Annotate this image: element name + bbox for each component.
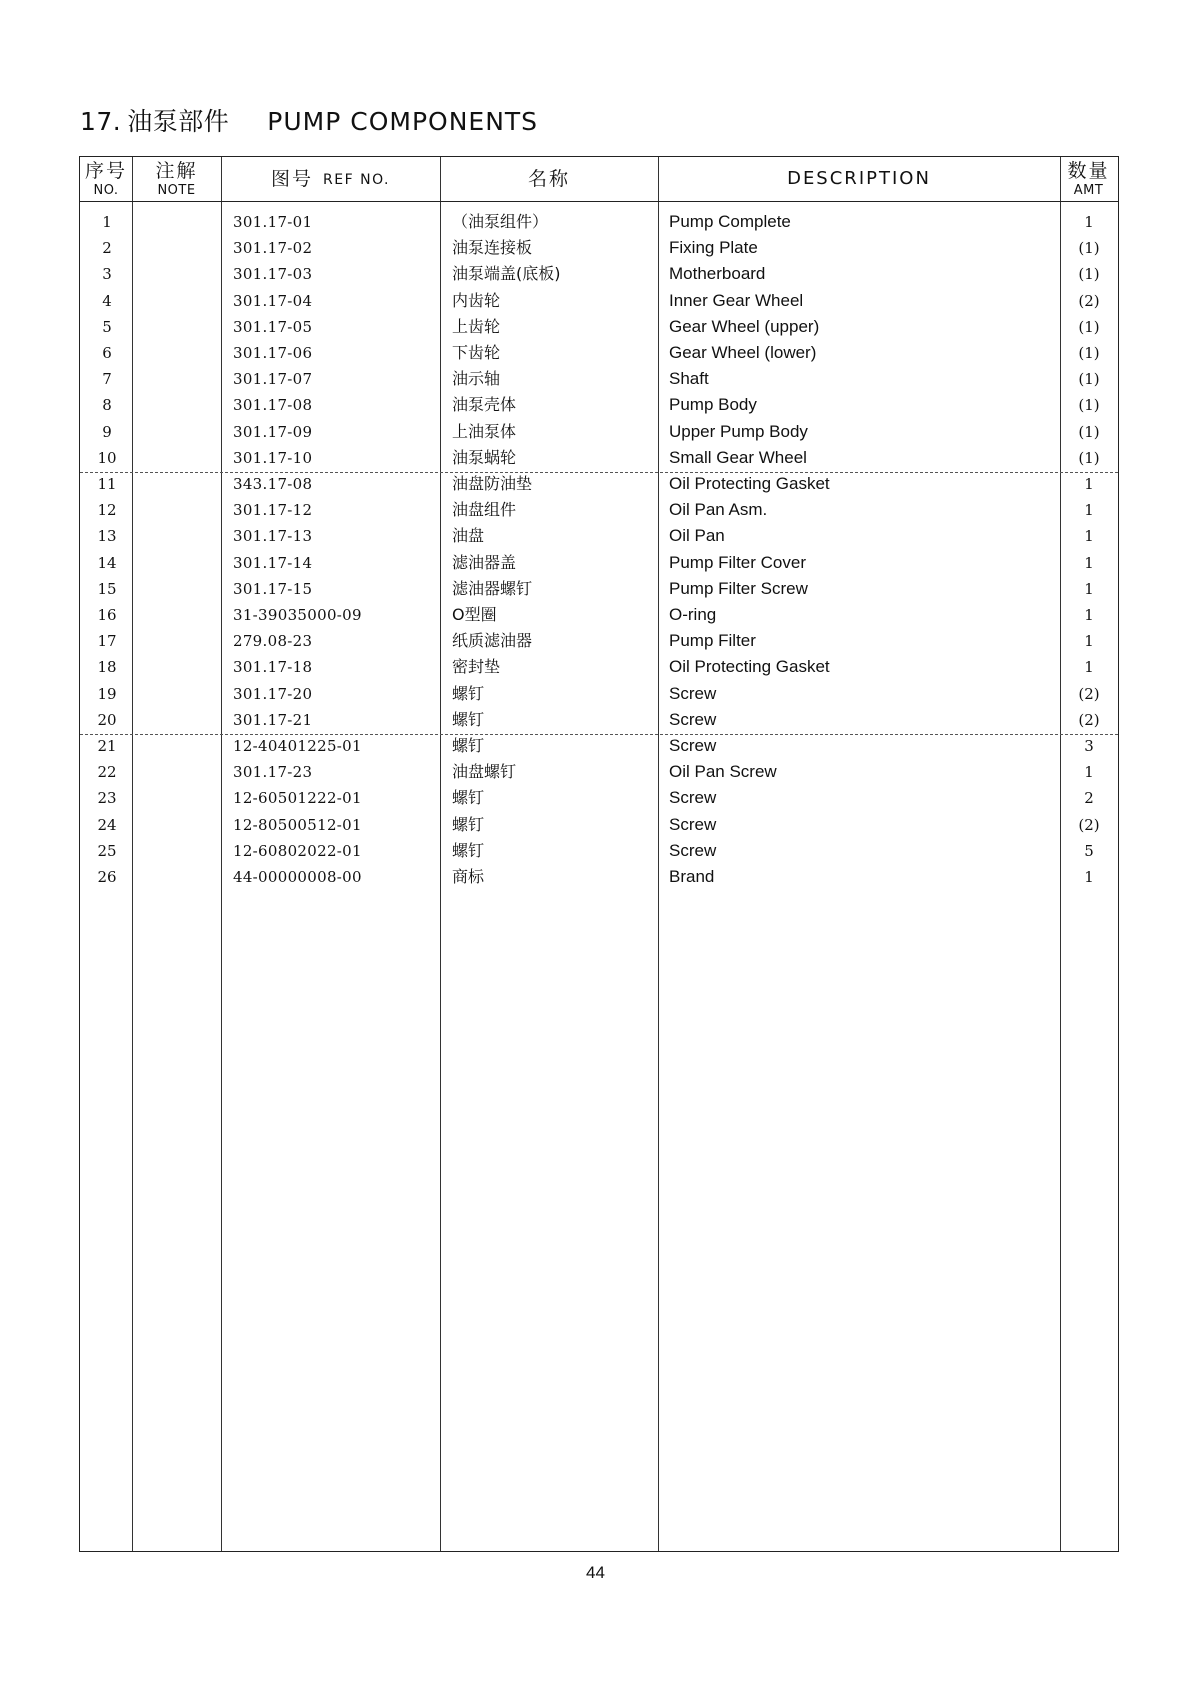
ref-number: 301.17-07 (233, 370, 313, 389)
row-number: 9 (102, 422, 112, 441)
part-name-cn: 油泵连接板 (452, 238, 533, 258)
ref-number: 301.17-10 (233, 448, 313, 467)
part-name-cn: 螺钉 (452, 736, 485, 755)
row-number: 12 (97, 501, 117, 520)
ref-number: 12-60802022-01 (233, 841, 362, 860)
part-amount: 1 (1084, 579, 1094, 598)
table-row (80, 628, 1118, 654)
row-number: 1 (102, 213, 112, 231)
part-description: Oil Pan Screw (669, 762, 777, 782)
row-number: 26 (97, 868, 117, 886)
row-number: 15 (97, 579, 117, 598)
part-description: Pump Filter Cover (669, 552, 806, 572)
row-number: 23 (97, 789, 117, 808)
part-name-cn: 螺钉 (452, 683, 485, 703)
header-name-cn: 名称 (527, 167, 570, 190)
table-row (80, 366, 1118, 392)
table-row (80, 707, 1118, 733)
ref-number: 301.17-12 (233, 501, 313, 520)
part-description: Gear Wheel (lower) (669, 343, 817, 362)
table-row (80, 235, 1118, 261)
row-number: 6 (102, 344, 112, 362)
title-english: PUMP COMPONENTS (267, 107, 539, 136)
page-title (80, 102, 538, 138)
part-amount: 1 (1084, 501, 1094, 520)
row-number: 10 (97, 448, 117, 467)
part-description: O-ring (669, 605, 717, 624)
row-number: 5 (102, 317, 112, 336)
header-ref-cn: 图号 (271, 167, 314, 190)
ref-number: 343.17-08 (233, 475, 313, 493)
section-number: 17. (80, 107, 122, 136)
table-row (80, 681, 1118, 707)
part-name-cn: 商标 (452, 867, 485, 886)
table-row (80, 838, 1118, 864)
row-number: 22 (97, 763, 117, 782)
part-name-cn: 油泵壳体 (452, 395, 517, 415)
part-description: Screw (669, 840, 717, 860)
part-description: Oil Pan (669, 526, 725, 546)
header-note-en: NOTE (157, 182, 196, 198)
table-row (80, 419, 1118, 445)
ref-number: 301.17-09 (233, 422, 313, 441)
header-description (658, 157, 1060, 201)
ref-number: 301.17-03 (233, 265, 313, 284)
title-chinese: 油泵部件 (127, 107, 230, 136)
ref-number: 301.17-08 (233, 396, 313, 415)
row-number: 24 (97, 815, 117, 834)
part-description: Screw (669, 709, 717, 729)
part-name-cn: 纸质滤油器 (452, 631, 533, 651)
row-number: 17 (97, 632, 117, 651)
ref-number: 44-00000008-00 (233, 868, 362, 886)
ref-number: 31-39035000-09 (233, 606, 362, 624)
ref-number: 301.17-18 (233, 658, 313, 677)
part-amount: 3 (1084, 737, 1094, 755)
header-no-en: NO. (93, 182, 119, 198)
part-description: Pump Filter (669, 631, 756, 651)
part-name-cn: 油泵蜗轮 (452, 447, 517, 467)
table-row (80, 602, 1118, 628)
table-row (80, 340, 1118, 366)
ref-number: 301.17-02 (233, 239, 313, 258)
part-amount: (2) (1078, 684, 1100, 703)
part-amount: (2) (1078, 710, 1100, 729)
part-description: Fixing Plate (669, 238, 758, 258)
part-amount: 1 (1084, 606, 1094, 624)
part-name-cn: 螺钉 (452, 709, 485, 729)
table-row (80, 314, 1118, 340)
table-row (80, 785, 1118, 811)
part-amount: (1) (1078, 370, 1100, 389)
header-description-en: DESCRIPTION (787, 168, 931, 189)
ref-number: 301.17-21 (233, 710, 313, 729)
table-row (80, 733, 1118, 759)
table-row (80, 550, 1118, 576)
part-description: Small Gear Wheel (669, 447, 807, 467)
part-amount: 5 (1084, 841, 1094, 860)
part-name-cn: 油盘 (452, 526, 485, 546)
part-description: Oil Protecting Gasket (669, 474, 830, 493)
part-description: Pump Filter Screw (669, 578, 808, 598)
part-amount: 2 (1084, 789, 1094, 808)
ref-number: 12-40401225-01 (233, 737, 362, 755)
table-row (80, 654, 1118, 680)
header-ref-en: REF NO. (323, 172, 390, 188)
table-row (80, 445, 1118, 471)
part-name-cn: 螺钉 (452, 814, 485, 834)
part-amount: (1) (1078, 265, 1100, 284)
table-row (80, 497, 1118, 523)
part-name-cn: 油盘防油垫 (452, 474, 533, 493)
part-name-cn: 上齿轮 (452, 316, 501, 336)
part-description: Shaft (669, 369, 709, 389)
table-row (80, 812, 1118, 838)
part-name-cn: 油泵端盖(底板) (452, 264, 561, 284)
header-name (440, 157, 658, 201)
part-name-cn: 螺钉 (452, 788, 485, 808)
part-amount: (2) (1078, 815, 1100, 834)
part-description: Motherboard (669, 264, 766, 284)
part-amount: 1 (1084, 632, 1094, 651)
header-no (80, 157, 132, 201)
row-number: 8 (102, 396, 112, 415)
part-amount: (1) (1078, 344, 1100, 362)
part-amount: (2) (1078, 291, 1100, 310)
part-name-cn: 滤油器盖 (452, 552, 517, 572)
header-amt-en: AMT (1073, 182, 1104, 198)
row-number: 4 (102, 291, 112, 310)
part-name-cn: O型圈 (452, 605, 497, 624)
table-row (80, 759, 1118, 785)
ref-number: 301.17-20 (233, 684, 313, 703)
row-number: 16 (97, 606, 117, 624)
ref-number: 301.17-14 (233, 553, 313, 572)
part-amount: 1 (1084, 213, 1094, 231)
header-note (132, 157, 221, 201)
part-name-cn: 上油泵体 (452, 421, 517, 441)
table-row (80, 392, 1118, 418)
ref-number: 301.17-04 (233, 291, 313, 310)
part-description: Screw (669, 736, 717, 755)
ref-number: 301.17-13 (233, 527, 313, 546)
ref-number: 301.17-01 (233, 213, 313, 231)
part-name-cn: 下齿轮 (452, 343, 501, 362)
part-amount: 1 (1084, 553, 1094, 572)
part-amount: 1 (1084, 658, 1094, 677)
header-no-cn: 序号 (84, 159, 127, 182)
part-description: Screw (669, 683, 717, 703)
row-number: 13 (97, 527, 117, 546)
row-number: 2 (102, 239, 112, 258)
table-row (80, 261, 1118, 287)
table-row (80, 576, 1118, 602)
header-amt-cn: 数量 (1067, 159, 1110, 182)
table-row (80, 523, 1118, 549)
part-name-cn: 滤油器螺钉 (452, 578, 533, 598)
part-description: Screw (669, 788, 717, 808)
row-number: 19 (97, 684, 117, 703)
part-description: Brand (669, 867, 715, 886)
part-amount: (1) (1078, 239, 1100, 258)
part-amount: (1) (1078, 396, 1100, 415)
ref-number: 279.08-23 (233, 632, 313, 651)
row-number: 11 (97, 475, 117, 493)
ref-number: 301.17-15 (233, 579, 313, 598)
ref-number: 12-80500512-01 (233, 815, 362, 834)
part-description: Oil Pan Asm. (669, 500, 768, 520)
ref-number: 301.17-05 (233, 317, 313, 336)
row-number: 18 (97, 658, 117, 677)
table-row (80, 864, 1118, 890)
part-name-cn: 密封垫 (452, 657, 501, 677)
part-name-cn: 油盘组件 (452, 500, 517, 520)
ref-number: 301.17-06 (233, 344, 313, 362)
part-name-cn: 油示轴 (452, 369, 501, 389)
row-number: 20 (97, 710, 117, 729)
header-divider (80, 201, 1118, 202)
part-description: Pump Complete (669, 212, 791, 231)
part-name-cn: 油盘螺钉 (452, 762, 517, 782)
row-number: 25 (97, 841, 117, 860)
part-amount: 1 (1084, 527, 1094, 546)
part-description: Gear Wheel (upper) (669, 316, 820, 336)
part-amount: (1) (1078, 448, 1100, 467)
ref-number: 12-60501222-01 (233, 789, 362, 808)
table-row (80, 209, 1118, 235)
row-number: 14 (97, 553, 117, 572)
row-number: 21 (97, 737, 117, 755)
part-description: Screw (669, 814, 717, 834)
row-number: 3 (102, 265, 112, 284)
part-description: Upper Pump Body (669, 421, 808, 441)
part-amount: (1) (1078, 317, 1100, 336)
table-row (80, 288, 1118, 314)
parts-table (79, 156, 1119, 1552)
part-description: Oil Protecting Gasket (669, 657, 830, 677)
part-description: Pump Body (669, 395, 757, 415)
table-row (80, 471, 1118, 497)
part-name-cn: 内齿轮 (452, 290, 501, 310)
part-amount: (1) (1078, 422, 1100, 441)
ref-number: 301.17-23 (233, 763, 313, 782)
part-name-cn: 螺钉 (452, 840, 485, 860)
part-description: Inner Gear Wheel (669, 290, 804, 310)
part-amount: 1 (1084, 475, 1094, 493)
part-amount: 1 (1084, 868, 1094, 886)
header-amt (1060, 157, 1117, 201)
row-number: 7 (102, 370, 112, 389)
header-ref (221, 157, 440, 201)
header-note-cn: 注解 (155, 159, 198, 182)
page-number: 44 (586, 1563, 605, 1582)
part-amount: 1 (1084, 763, 1094, 782)
part-name-cn: （油泵组件） (452, 212, 549, 231)
